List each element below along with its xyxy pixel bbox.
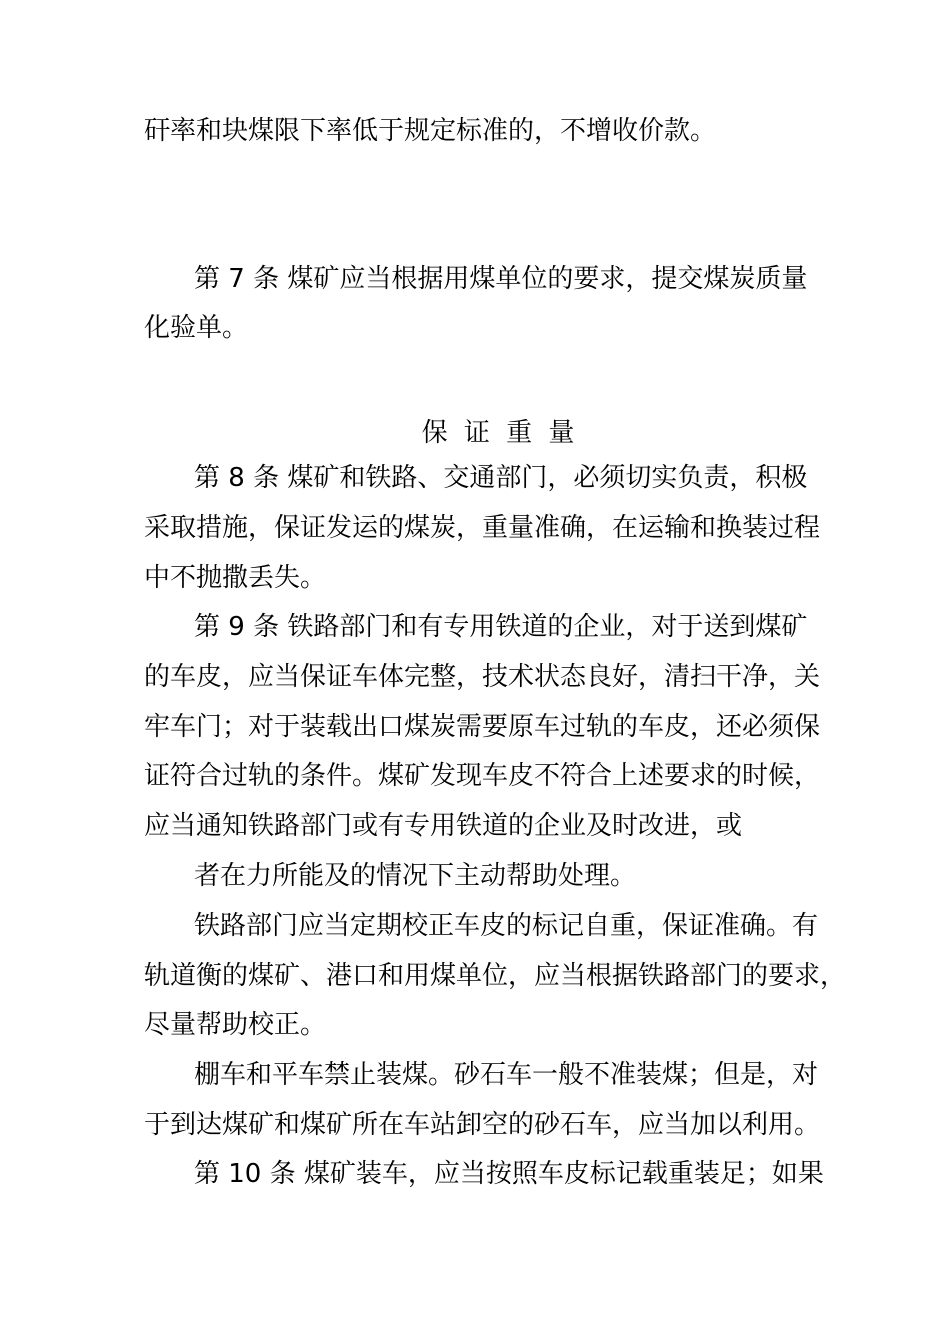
text-line: 的车皮，应当保证车体完整，技术状态良好，清扫干净，关 — [144, 662, 821, 692]
text-line: 应当通知铁路部门或有专用铁道的企业及时改进，或 — [144, 811, 743, 841]
text-line: 矸率和块煤限下率低于规定标准的，不增收价款。 — [144, 116, 717, 146]
text-line: 化验单。 — [144, 313, 249, 343]
article-8-line: 第 8 条 煤矿和铁路、交通部门，必须切实负责，积极 — [194, 463, 808, 493]
article-10-line: 第 10 条 煤矿装车，应当按照车皮标记载重装足；如果 — [194, 1159, 824, 1189]
text-line: 轨道衡的煤矿、港口和用煤单位，应当根据铁路部门的要求， — [144, 961, 847, 991]
text-line: 尽量帮助校正。 — [144, 1010, 327, 1040]
text-line: 采取措施，保证发运的煤炭，重量准确，在运输和换装过程 — [144, 513, 821, 543]
article-9-line: 第 9 条 铁路部门和有专用铁道的企业，对于送到煤矿 — [194, 612, 808, 642]
paragraph-line: 棚车和平车禁止装煤。砂石车一般不准装煤；但是，对 — [194, 1060, 819, 1090]
text-line: 中不抛撒丢失。 — [144, 563, 327, 593]
text-line: 于到达煤矿和煤矿所在车站卸空的砂石车，应当加以利用。 — [144, 1110, 821, 1140]
article-7-line: 第 7 条 煤矿应当根据用煤单位的要求，提交煤炭质量 — [194, 264, 808, 294]
text-line: 牢车门；对于装载出口煤炭需要原车过轨的车皮，还必须保 — [144, 712, 821, 742]
section-heading: 保 证 重 量 — [421, 418, 579, 448]
text-line: 证符合过轨的条件。煤矿发现车皮不符合上述要求的时候， — [144, 761, 821, 791]
text-line: 者在力所能及的情况下主动帮助处理。 — [194, 861, 637, 891]
paragraph-line: 铁路部门应当定期校正车皮的标记自重，保证准确。有 — [194, 911, 819, 941]
